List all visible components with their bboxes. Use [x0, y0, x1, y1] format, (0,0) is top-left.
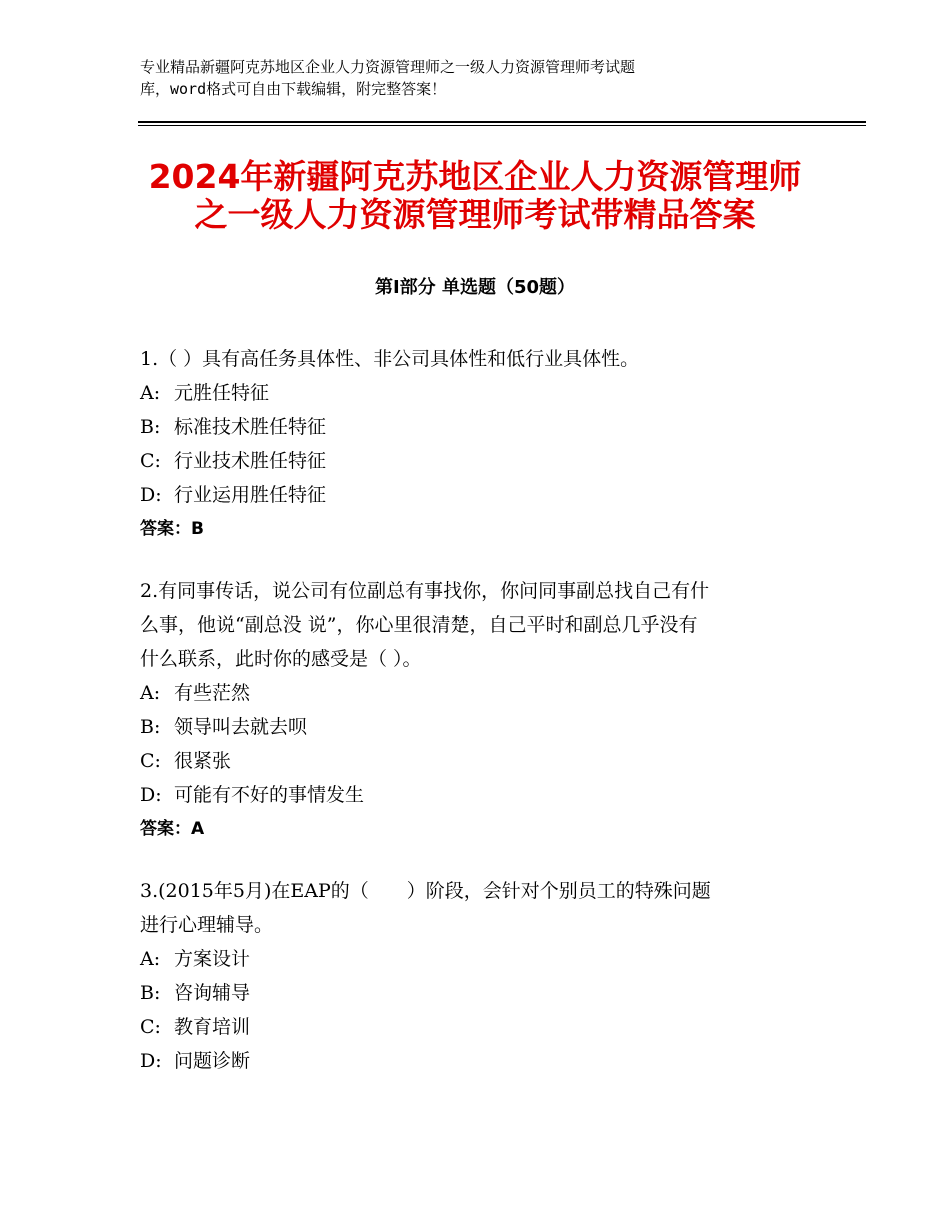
question-option: [140, 1044, 820, 1078]
question-option: [140, 976, 820, 1010]
option-text: 有些茫然: [174, 682, 251, 704]
option-text: 元胜任特征: [174, 382, 270, 404]
option-key: D:: [140, 784, 162, 806]
option-text: 行业技术胜任特征: [174, 450, 327, 472]
document-title-line: 之一级人力资源管理师考试带精品答案: [194, 195, 756, 234]
question-list: [140, 342, 820, 1106]
question-option: [140, 744, 820, 778]
question-item: [140, 874, 820, 1078]
option-text: 教育培训: [174, 1016, 251, 1038]
option-key: C:: [140, 1016, 161, 1038]
question-option: [140, 778, 820, 812]
question-option: [140, 1010, 820, 1044]
question-stem-line: 1.（ ）具有高任务具体性、非公司具体性和低行业具体性。: [140, 348, 640, 370]
option-key: B:: [140, 982, 161, 1004]
header-divider: [138, 121, 866, 123]
header-note-line: 专业精品新疆阿克苏地区企业人力资源管理师之一级人力资源管理师考试题: [140, 58, 636, 76]
option-text: 咨询辅导: [174, 982, 251, 1004]
question-stem-line: 进行心理辅导。: [140, 914, 274, 936]
question-stem: [140, 574, 820, 676]
question-option: [140, 376, 820, 410]
document-title: [40, 158, 910, 234]
question-option: [140, 410, 820, 444]
option-text: 可能有不好的事情发生: [174, 784, 365, 806]
option-key: D:: [140, 1050, 162, 1072]
section-title: 第Ⅰ部分 单选题（50题）: [374, 277, 575, 298]
document-title-line: 2024年新疆阿克苏地区企业人力资源管理师: [148, 157, 802, 196]
header-note: [140, 56, 780, 100]
option-text: 行业运用胜任特征: [174, 484, 327, 506]
question-stem-line: 么事，他说“副总没 说”，你心里很清楚，自己平时和副总几乎没有: [140, 614, 698, 636]
option-key: B:: [140, 716, 161, 738]
question-stem-line: 2.有同事传话，说公司有位副总有事找你，你问同事副总找自己有什: [140, 580, 710, 602]
question-answer: 答案：A: [140, 819, 205, 839]
option-key: C:: [140, 750, 161, 772]
option-text: 问题诊断: [174, 1050, 251, 1072]
question-answer: 答案：B: [140, 519, 204, 539]
option-key: A:: [140, 682, 161, 704]
question-item: [140, 342, 820, 546]
header-note-line: 库，word格式可自由下载编辑，附完整答案！: [140, 80, 447, 98]
option-key: A:: [140, 382, 161, 404]
option-text: 很紧张: [174, 750, 232, 772]
question-stem-line: 什么联系，此时你的感受是（ ）。: [140, 648, 422, 670]
option-text: 方案设计: [174, 948, 251, 970]
option-key: A:: [140, 948, 161, 970]
question-item: [140, 574, 820, 846]
option-text: 领导叫去就去呗: [174, 716, 308, 738]
question-option: [140, 444, 820, 478]
header-divider: [138, 125, 866, 126]
option-key: C:: [140, 450, 161, 472]
question-stem-line: 3.(2015年5月)在EAP的（ ）阶段，会针对个别员工的特殊问题: [140, 880, 711, 902]
question-stem: [140, 874, 820, 942]
option-key: D:: [140, 484, 162, 506]
option-key: B:: [140, 416, 161, 438]
question-stem: [140, 342, 820, 376]
option-text: 标准技术胜任特征: [174, 416, 327, 438]
question-option: [140, 942, 820, 976]
question-option: [140, 710, 820, 744]
question-option: [140, 676, 820, 710]
question-option: [140, 478, 820, 512]
